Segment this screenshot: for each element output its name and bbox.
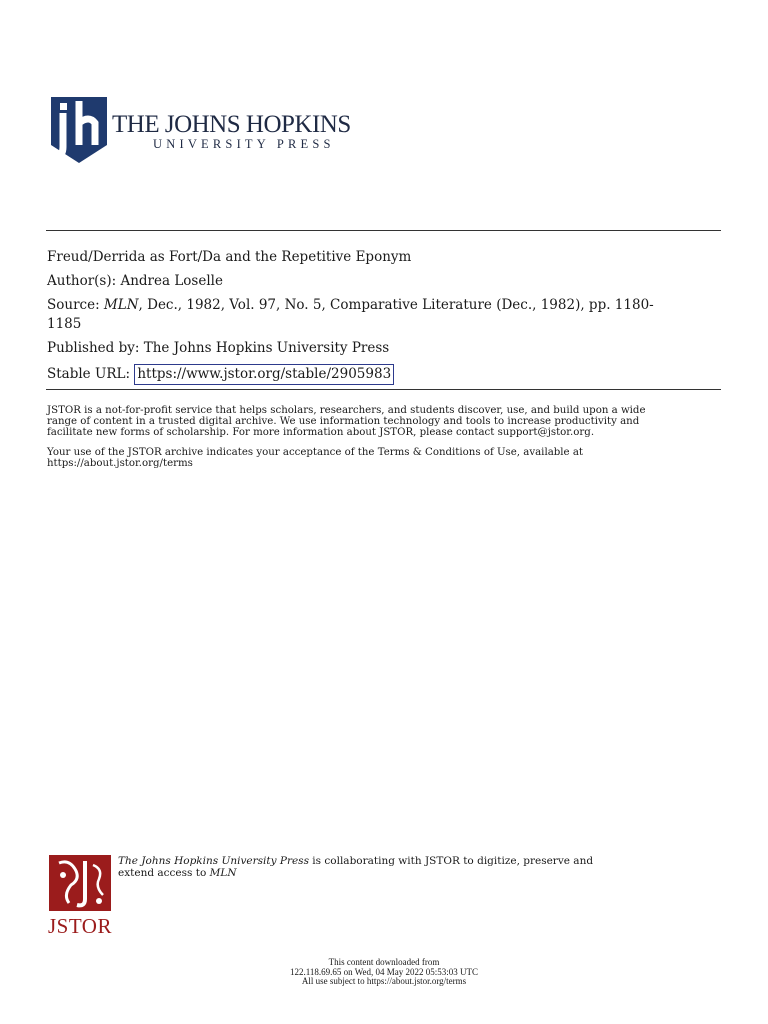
- footer-line-2: 122.118.69.65 on Wed, 04 May 2022 05:53:03 UTC: [289, 966, 479, 977]
- jstor-wordmark: JSTOR: [48, 914, 112, 938]
- jstor-seal-icon: [49, 855, 111, 911]
- footer-line-3: All use subject to https://about.jstor.org/terms: [301, 976, 467, 986]
- press-italic: The Johns Hopkins University Press: [118, 855, 309, 867]
- collaboration-text: [118, 856, 678, 879]
- source-label: Source:: [47, 297, 100, 313]
- publisher-name: The Johns Hopkins University Press: [143, 340, 390, 356]
- article-metadata: [47, 248, 707, 385]
- journal-italic: MLN: [209, 866, 237, 879]
- collaboration-line-2: [118, 868, 678, 880]
- stable-url-label: Stable URL:: [47, 366, 131, 382]
- article-title: Freud/Derrida as Fort/Da and the Repetitive Eponym: [47, 249, 412, 265]
- stable-url-line: [47, 364, 707, 385]
- notice-line: facilitate new forms of scholarship. For more information about JSTOR, please contact support@jstor.org.: [47, 427, 595, 438]
- bottom-divider: [46, 389, 721, 390]
- terms-link[interactable]: https://about.jstor.org/terms: [47, 458, 193, 469]
- publisher-line: [47, 339, 707, 358]
- download-footer: [0, 958, 768, 987]
- press-name: THE JOHNS HOPKINS: [112, 111, 351, 138]
- notice-line: JSTOR is a not-for-profit service that helps scholars, researchers, and students discover, use, and build upon a wide: [47, 405, 646, 416]
- top-divider: [46, 230, 721, 231]
- author-label: Author(s):: [47, 273, 117, 289]
- notice-line: range of content in a trusted digital archive. We use information technology and tools to increase productivity and: [47, 416, 640, 427]
- jh-monogram-icon: [49, 95, 109, 165]
- source-journal: MLN: [103, 297, 139, 313]
- publisher-logo: [49, 95, 349, 165]
- collab-text-2: extend access to: [118, 866, 210, 879]
- stable-url-link[interactable]: https://www.jstor.org/stable/2905983: [134, 364, 394, 385]
- terms-line: Your use of the JSTOR archive indicates your acceptance of the Terms & Conditions of Use, available at: [47, 447, 583, 458]
- jstor-notice: [47, 405, 727, 438]
- terms-notice: [47, 447, 727, 469]
- source-line: [47, 296, 707, 315]
- source-details: , Dec., 1982, Vol. 97, No. 5, Comparative Literature (Dec., 1982), pp. 1180-: [138, 297, 654, 313]
- publisher-label: Published by:: [47, 340, 140, 356]
- collab-text-1: is collaborating with JSTOR to digitize, preserve and: [308, 855, 594, 867]
- author-line: [47, 272, 707, 291]
- author-name: Andrea Loselle: [120, 273, 223, 289]
- source-pages-continued: 1185: [47, 316, 82, 332]
- press-subtitle: UNIVERSITY PRESS: [153, 137, 335, 151]
- footer-line-1: This content downloaded from: [328, 957, 440, 967]
